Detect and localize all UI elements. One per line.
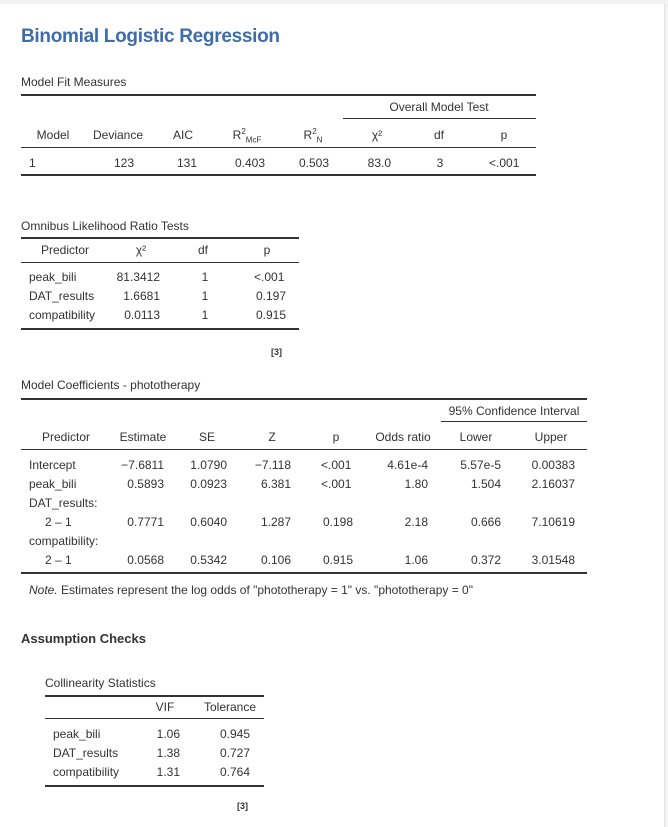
r2mcf-base: R <box>232 128 242 142</box>
header-rule <box>21 449 587 450</box>
omnibus-title: Omnibus Likelihood Ratio Tests <box>21 219 189 233</box>
table-top-rule <box>21 237 299 239</box>
cell-tolerance: 0.945 <box>219 727 250 741</box>
r2n-sup: 2 <box>312 127 317 136</box>
cell-r2mcf: 0.403 <box>234 156 265 170</box>
cell-se: 0.5342 <box>190 553 227 567</box>
cell-p: <.001 <box>254 270 285 284</box>
cell-df: 3 <box>436 156 444 170</box>
overall-span-rule <box>343 118 536 119</box>
header-rule <box>21 147 536 148</box>
cell-se: 0.0923 <box>190 477 227 491</box>
cell-odds-ratio: 1.80 <box>404 477 428 491</box>
r2n-sub: N <box>316 135 323 145</box>
cell-deviance: 123 <box>113 156 134 170</box>
table-top-rule <box>21 94 536 96</box>
table-note <box>29 583 473 597</box>
cell-chi2: 0.0113 <box>124 308 160 322</box>
cell-vif: 1.31 <box>156 765 180 779</box>
cell-tolerance: 0.764 <box>219 765 250 779</box>
r2mcf-sub: McF <box>245 135 262 145</box>
table-bottom-rule <box>45 785 264 787</box>
cell-odds-ratio: 2.18 <box>404 515 428 529</box>
cell-predictor: compatibility <box>53 765 120 779</box>
col-header-r2mcf <box>232 127 262 145</box>
cell-se: 0.6040 <box>190 515 227 529</box>
collinearity-title: Collinearity Statistics <box>45 676 156 690</box>
col-header-se: SE <box>198 430 216 444</box>
cell-chi2: 81.3412 <box>116 270 160 284</box>
cell-predictor: peak_bili <box>29 270 77 284</box>
ci-span-rule <box>441 421 587 422</box>
assumption-checks-heading: Assumption Checks <box>21 631 146 646</box>
cell-predictor-group: DAT_results: <box>29 496 98 510</box>
results-panel <box>0 4 665 827</box>
cell-df: 1 <box>201 289 209 303</box>
table-top-rule <box>21 398 587 400</box>
r2n-base: R <box>303 128 313 142</box>
col-header-predictor: Predictor <box>41 430 91 444</box>
r2mcf-sup: 2 <box>241 127 246 136</box>
ci-header: 95% Confidence Interval <box>448 404 580 418</box>
col-header-p: p <box>500 128 508 142</box>
model-fit-title: Model Fit Measures <box>21 75 127 89</box>
cell-p: <.001 <box>321 477 352 491</box>
cell-lower: 0.666 <box>470 515 501 529</box>
cell-z: 0.106 <box>260 553 291 567</box>
cell-p: 0.197 <box>255 289 286 303</box>
cell-se: 1.0790 <box>190 458 227 472</box>
cell-lower: 5.57e-5 <box>460 458 501 472</box>
col-header-vif: VIF <box>155 700 175 714</box>
col-header-chi2: χ² <box>135 243 147 257</box>
cell-predictor: 2 – 1 <box>45 515 72 529</box>
header-rule <box>21 262 299 263</box>
col-header-df: df <box>433 128 445 142</box>
cell-z: 1.287 <box>260 515 291 529</box>
cell-z: 6.381 <box>260 477 291 491</box>
col-header-upper: Upper <box>534 430 568 444</box>
footnote-marker: [3] <box>271 347 282 357</box>
col-header-lower: Lower <box>459 430 493 444</box>
cell-predictor: DAT_results <box>53 746 119 760</box>
cell-odds-ratio: 1.06 <box>404 553 428 567</box>
cell-predictor: 2 – 1 <box>45 553 72 567</box>
cell-tolerance: 0.727 <box>219 746 250 760</box>
cell-lower: 0.372 <box>470 553 501 567</box>
cell-upper: 7.10619 <box>531 515 575 529</box>
cell-upper: 3.01548 <box>531 553 575 567</box>
table-bottom-rule <box>21 328 299 330</box>
cell-chi2: 83.0 <box>367 156 391 170</box>
col-header-predictor: Predictor <box>40 243 90 257</box>
cell-p: 0.198 <box>322 515 353 529</box>
overall-model-test-header: Overall Model Test <box>389 100 489 114</box>
cell-predictor: peak_bili <box>53 727 101 741</box>
col-header-odds-ratio: Odds ratio <box>375 430 431 444</box>
cell-df: 1 <box>201 270 209 284</box>
coefficients-title: Model Coefficients - phototherapy <box>21 378 201 392</box>
col-header-p: p <box>263 243 271 257</box>
cell-odds-ratio: 4.61e-4 <box>387 458 428 472</box>
cell-predictor: Intercept <box>29 458 76 472</box>
col-header-chi2: χ² <box>371 128 383 142</box>
table-top-rule <box>45 695 264 697</box>
cell-p: 0.915 <box>255 308 286 322</box>
cell-model: 1 <box>29 156 36 170</box>
col-header-tolerance: Tolerance <box>203 700 257 714</box>
note-label: Note. <box>29 583 58 597</box>
cell-predictor: DAT_results <box>29 289 95 303</box>
cell-upper: 2.16037 <box>531 477 575 491</box>
header-rule <box>45 718 264 719</box>
col-header-estimate: Estimate <box>119 430 167 444</box>
footnote-marker: [3] <box>237 801 248 811</box>
cell-estimate: −7.6811 <box>121 458 164 472</box>
cell-predictor: peak_bili <box>29 477 77 491</box>
col-header-deviance: Deviance <box>92 128 144 142</box>
col-header-model: Model <box>36 128 70 142</box>
col-header-z: Z <box>268 430 276 444</box>
cell-estimate: 0.0568 <box>127 553 164 567</box>
cell-df: 1 <box>201 308 209 322</box>
cell-p: 0.915 <box>322 553 353 567</box>
cell-vif: 1.06 <box>156 727 180 741</box>
page-title: Binomial Logistic Regression <box>21 26 280 47</box>
cell-r2n: 0.503 <box>298 156 329 170</box>
col-header-p: p <box>332 430 340 444</box>
cell-chi2: 1.6681 <box>123 289 160 303</box>
cell-p: <.001 <box>489 156 520 170</box>
cell-p: <.001 <box>321 458 352 472</box>
col-header-r2n <box>303 127 323 145</box>
cell-estimate: 0.7771 <box>127 515 164 529</box>
cell-predictor: compatibility <box>29 308 96 322</box>
cell-vif: 1.38 <box>156 746 180 760</box>
col-header-aic: AIC <box>172 128 194 142</box>
cell-aic: 131 <box>176 156 197 170</box>
table-bottom-rule <box>21 572 587 574</box>
cell-predictor-group: compatibility: <box>29 534 99 548</box>
cell-z: −7.118 <box>254 458 291 472</box>
col-header-df: df <box>197 243 209 257</box>
cell-estimate: 0.5893 <box>127 477 164 491</box>
cell-lower: 1.504 <box>470 477 501 491</box>
cell-upper: 0.00383 <box>531 458 575 472</box>
note-text: Estimates represent the log odds of "phototherapy = 1" vs. "phototherapy = 0" <box>57 583 473 597</box>
table-bottom-rule <box>21 174 536 176</box>
